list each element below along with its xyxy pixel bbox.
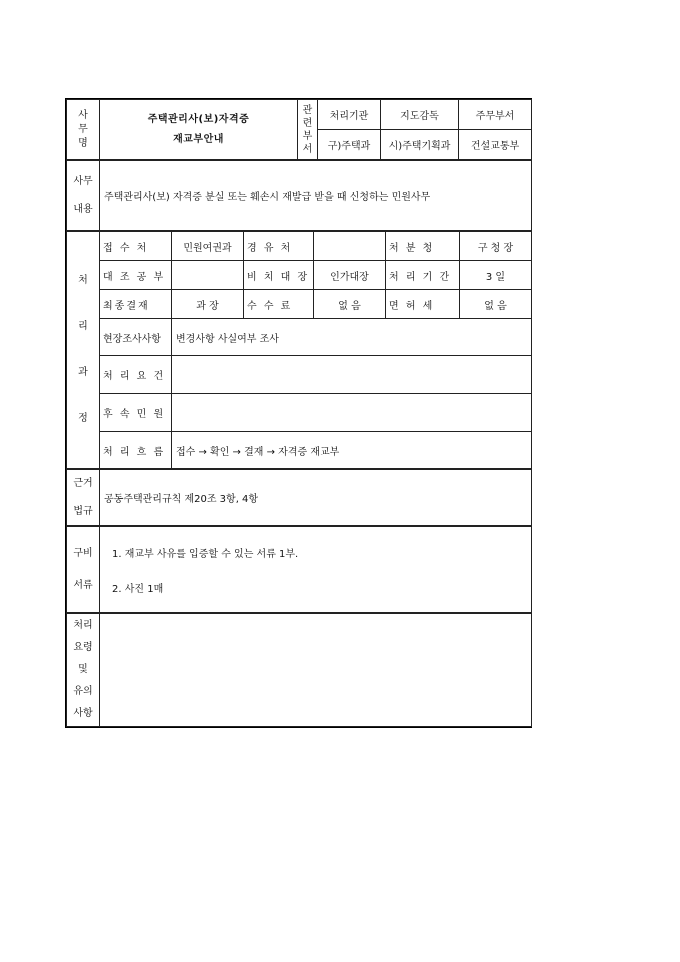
required-documents-list	[100, 527, 532, 613]
final-approver-value: 과 장	[172, 290, 244, 319]
processing-agency-value: 구)주택과	[318, 130, 381, 160]
site-inspection-label: 현장조사사항	[100, 319, 172, 356]
form-header	[66, 99, 532, 160]
legal-basis-label: 근거 법규	[67, 470, 100, 526]
processing-period-value: 3 일	[460, 261, 532, 290]
required-documents-section	[66, 526, 532, 613]
list-item: 2. 사진 1매	[112, 583, 164, 595]
disposition-office-value: 구 청 장	[460, 232, 532, 261]
processing-notes-label: 처리 요령 및 유의 사항	[67, 614, 100, 727]
via-office-value	[314, 232, 386, 261]
list-item: 1. 재교부 사유를 입증할 수 있는 서류 1부.	[112, 548, 299, 560]
main-dept-value: 건설교통부	[459, 130, 532, 160]
affair-content-label: 사무 내용	[67, 161, 100, 231]
process-flow-value: 접수 → 확인 → 결재 → 자격증 재교부	[172, 432, 532, 469]
requirements-label: 처 리 요 건	[100, 356, 172, 394]
receive-office-label: 접 수 처	[100, 232, 172, 261]
main-dept-header: 주무부서	[459, 100, 532, 130]
ledger-label: 비 치 대 장	[244, 261, 314, 290]
followup-value	[172, 394, 532, 432]
via-office-label: 경 유 처	[244, 232, 314, 261]
processing-period-label: 처 리 기 간	[386, 261, 460, 290]
process-section	[66, 231, 532, 469]
fee-label: 수 수 료	[244, 290, 314, 319]
processing-notes-text	[100, 614, 532, 727]
license-tax-value: 없 음	[460, 290, 532, 319]
site-inspection-value: 변경사항 사실여부 조사	[172, 319, 532, 356]
supervision-value: 시)주택기획과	[381, 130, 459, 160]
reference-docs-value	[172, 261, 244, 290]
followup-label: 후 속 민 원	[100, 394, 172, 432]
legal-basis-section	[66, 469, 532, 526]
processing-agency-header: 처리기관	[318, 100, 381, 130]
affair-content-section	[66, 160, 532, 231]
process-label: 처 리 과 정	[67, 232, 100, 469]
ledger-value: 인가대장	[314, 261, 386, 290]
license-tax-label: 면 허 세	[386, 290, 460, 319]
page-title: 주택관리사(보)자격증 재교부안내	[100, 100, 298, 160]
affair-name-label: 사 무 명	[67, 100, 100, 160]
required-documents-label: 구비 서류	[67, 527, 100, 613]
related-dept-label: 관 련 부 서	[298, 100, 318, 160]
fee-value: 없 음	[314, 290, 386, 319]
civil-affair-form	[65, 98, 532, 728]
supervision-header: 지도감독	[381, 100, 459, 130]
requirements-value	[172, 356, 532, 394]
affair-content-text: 주택관리사(보) 자격증 분실 또는 훼손시 재발급 받을 때 신청하는 민원사무	[100, 161, 532, 231]
disposition-office-label: 처 분 청	[386, 232, 460, 261]
reference-docs-label: 대 조 공 부	[100, 261, 172, 290]
final-approver-label: 최종결재	[100, 290, 172, 319]
legal-basis-text: 공동주택관리규칙 제20조 3항, 4항	[100, 470, 532, 526]
process-flow-label: 처 리 흐 름	[100, 432, 172, 469]
receive-office-value: 민원여권과	[172, 232, 244, 261]
processing-notes-section	[66, 613, 532, 727]
